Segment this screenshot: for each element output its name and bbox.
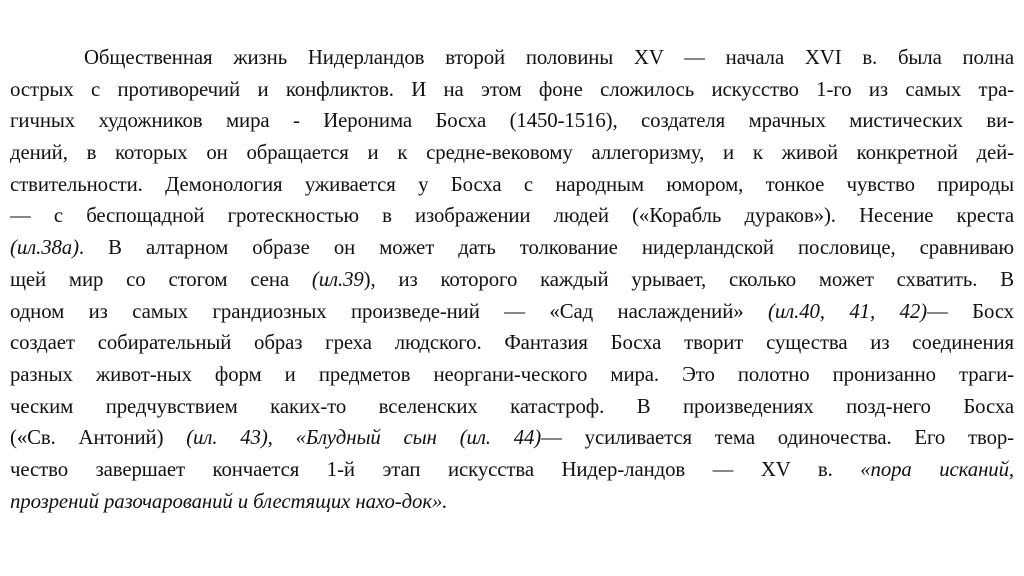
paragraph-line <box>10 454 1014 486</box>
illustration-reference: (ил.38а) <box>10 236 79 260</box>
text-segment: разных живот-ных форм и предметов неоргани-ческого мира. Это полотно пронизанно траги- <box>10 362 1014 386</box>
paragraph-line <box>10 105 1014 137</box>
paragraph-line <box>10 74 1014 106</box>
illustration-reference: «пора исканий, <box>860 457 1014 481</box>
illustration-reference: (ил.39 <box>311 267 364 291</box>
text-segment: . В алтарном образе он может дать толкование нидерландской пословице, сравниваю <box>78 236 1014 260</box>
illustration-reference: прозрений разочарований и блестящих нахо-док». <box>10 489 448 513</box>
paragraph-line <box>10 359 1014 391</box>
paragraph-line <box>10 169 1014 201</box>
text-segment: — Босх <box>926 299 1014 323</box>
text-segment: — усиливается тема одиночества. Его твор- <box>541 426 1014 450</box>
text-segment: чество завершает кончается 1-й этап искусства Нидер-ландов — XV в. <box>10 457 861 481</box>
paragraph-line <box>10 391 1014 423</box>
paragraph-line <box>10 327 1014 359</box>
body-paragraph <box>10 42 1014 517</box>
paragraph-line <box>10 42 1014 74</box>
text-segment: гичных художников мира - Иеронима Босха (1450-1516), создателя мрачных мистических ви- <box>10 109 1014 133</box>
text-segment: острых с противоречий и конфликтов. И на этом фоне сложилось искусство 1-го из самых тра- <box>10 77 1014 101</box>
illustration-reference: (ил. 43), «Блудный сын (ил. 44) <box>186 426 542 450</box>
paragraph-line <box>10 296 1014 328</box>
paragraph-line <box>10 486 1014 518</box>
text-segment: — с беспощадной гротескностью в изображении людей («Корабль дураков»). Несение креста <box>10 204 1014 228</box>
text-segment: создает собирательный образ греха людского. Фантазия Босха творит существа из соединения <box>10 331 1014 355</box>
text-segment: дений, в которых он обращается и к средне-вековому аллегоризму, и к живой конкретной дей- <box>10 141 1014 165</box>
paragraph-line <box>10 422 1014 454</box>
paragraph-line <box>10 232 1014 264</box>
paragraph-line <box>10 200 1014 232</box>
text-segment: одном из самых грандиозных произведе-ний — «Сад наслаждений» <box>10 299 769 323</box>
text-segment: ческим предчувствием каких-то вселенских катастроф. В произведениях позд-него Босха <box>10 394 1014 418</box>
paragraph-line <box>10 137 1014 169</box>
text-segment: щей мир со стогом сена <box>10 267 312 291</box>
text-segment: Общественная жизнь Нидерландов второй половины XV — начала XVI в. была полна <box>84 46 1014 69</box>
text-segment: («Св. Антоний) <box>10 426 187 450</box>
text-segment: ), из которого каждый урывает, сколько может схватить. В <box>363 267 1014 291</box>
text-segment: ствительности. Демонология уживается у Босха с народным юмором, тонкое чувство природы <box>10 172 1014 196</box>
illustration-reference: (ил.40, 41, 42) <box>768 299 927 323</box>
paragraph-line <box>10 264 1014 296</box>
